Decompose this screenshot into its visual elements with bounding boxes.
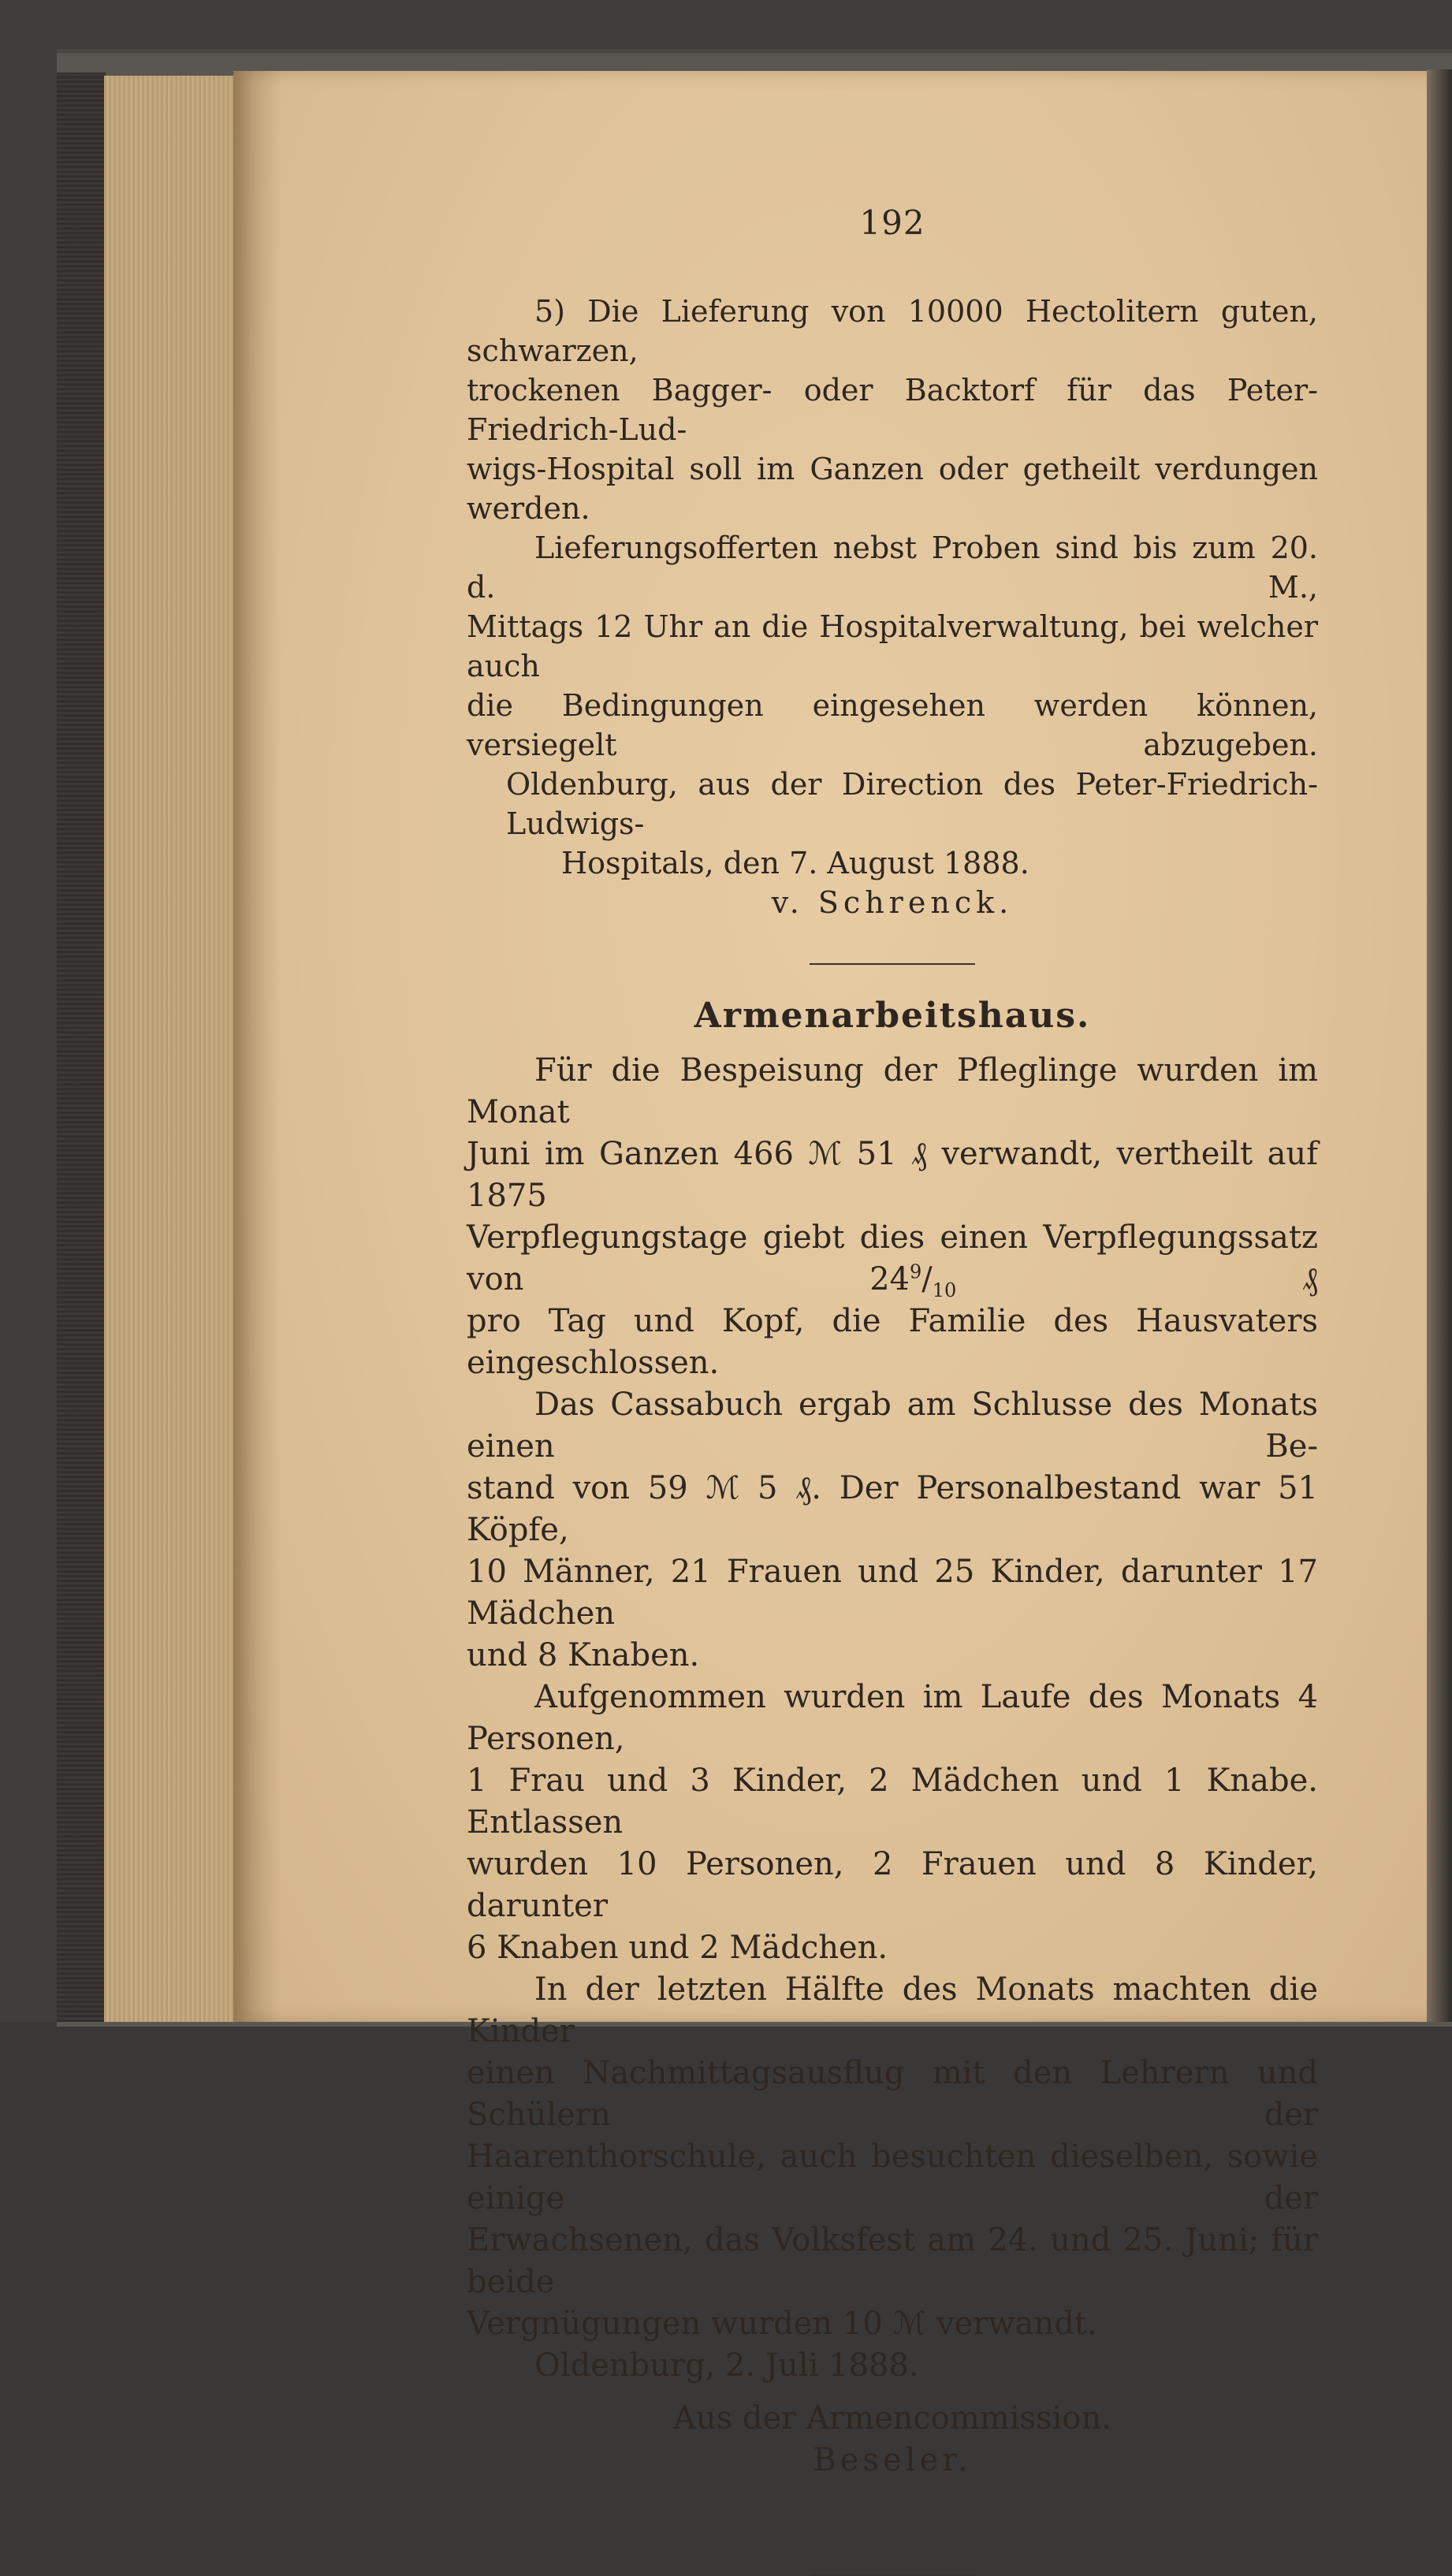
section-title: Armenarbeitshaus. <box>694 996 1091 1036</box>
notice-line: 5) Die Lieferung von 10000 Hectolitern guten, schwarzen, <box>467 294 1318 368</box>
fraction-numerator: 9 <box>910 1260 922 1283</box>
notice-signature: v. Schrenck. <box>771 885 1014 920</box>
page-number: 192 <box>859 203 925 242</box>
section-body <box>467 1050 1318 2481</box>
facing-page-edge <box>1427 69 1452 2022</box>
paragraph-line: Das Cassabuch ergab am Schlusse des Monats einen Be- <box>467 1387 1318 1465</box>
paragraph-line: 1 Frau und 3 Kinder, 2 Mädchen und 1 Knabe. Entlassen <box>467 1763 1318 1841</box>
paragraph-line: Aufgenommen wurden im Laufe des Monats 4 Personen, <box>467 1679 1318 1757</box>
closing-signature: Beseler. <box>813 2442 972 2478</box>
paragraph-line: stand von 59 ℳ 5 ₰. Der Personalbestand war 51 Köpfe, <box>467 1470 1318 1548</box>
fraction-unit: ₰ <box>956 1261 1318 1297</box>
paragraph-line: Erwachsenen, das Volksfest am 24. und 25. Juni; für beide <box>467 2222 1318 2300</box>
notice-line: die Bedingungen eingesehen werden können, versiegelt abzugeben. <box>467 688 1318 762</box>
fraction-lead-text: Verpflegungstage giebt dies einen Verpflegungssatz von 24 <box>467 1219 1318 1297</box>
paragraph-line: einen Nachmittagsausflug mit den Lehrern und Schülern der <box>467 2055 1318 2133</box>
notice-place-line: Oldenburg, aus der Direction des Peter-Friedrich-Ludwigs- <box>506 767 1318 841</box>
closing-from: Aus der Armencommission. <box>673 2400 1111 2436</box>
notice-date-line: Hospitals, den 7. August 1888. <box>561 846 1029 880</box>
notice-line: wigs-Hospital soll im Ganzen oder getheilt verdungen werden. <box>467 452 1318 526</box>
paragraph-line: und 8 Knaben. <box>467 1637 700 1673</box>
book-spine <box>57 73 106 2022</box>
notice-line: Lieferungsofferten nebst Proben sind bis zum 20. d. M., <box>467 530 1318 605</box>
page-content <box>467 203 1318 2576</box>
notice-line: Mittags 12 Uhr an die Hospitalverwaltung, bei welcher auch <box>467 609 1318 683</box>
paragraph-line: Vergnügungen wurden 10 ℳ verwandt. <box>467 2306 1097 2342</box>
paragraph-line-fraction: Verpflegungstage giebt dies einen Verpflegungssatz von $24^9/_{10}$ ₰ <box>467 1219 1318 1301</box>
paragraph-line: Juni im Ganzen 466 ℳ 51 ₰ verwandt, vertheilt auf 1875 <box>467 1136 1318 1214</box>
paragraph-line: Für die Bespeisung der Pfleglinge wurden im Monat <box>467 1052 1318 1130</box>
dateline: Oldenburg, 2. Juli 1888. <box>534 2347 919 2384</box>
paragraph-line: 6 Knaben und 2 Mädchen. <box>467 1930 888 1966</box>
paragraph-line: Haarenthorschule, auch besuchten dieselben, sowie einige der <box>467 2139 1318 2217</box>
gutter-shadow <box>233 71 281 2022</box>
fraction-denominator: 10 <box>932 1279 957 1301</box>
paragraph-line: 10 Männer, 21 Frauen und 25 Kinder, darunter 17 Mädchen <box>467 1554 1318 1632</box>
notice-line: trockenen Bagger- oder Backtorf für das Peter-Friedrich-Lud- <box>467 373 1318 447</box>
page-edges <box>104 76 236 2022</box>
paragraph-line: pro Tag und Kopf, die Familie des Hausvaters eingeschlossen. <box>467 1303 1318 1381</box>
section-divider <box>810 963 975 965</box>
notice-block <box>467 292 1318 922</box>
paragraph-line: In der letzten Hälfte des Monats machten die Kinder <box>467 1971 1318 2049</box>
paragraph-line: wurden 10 Personen, 2 Frauen und 8 Kinder, darunter <box>467 1846 1318 1924</box>
